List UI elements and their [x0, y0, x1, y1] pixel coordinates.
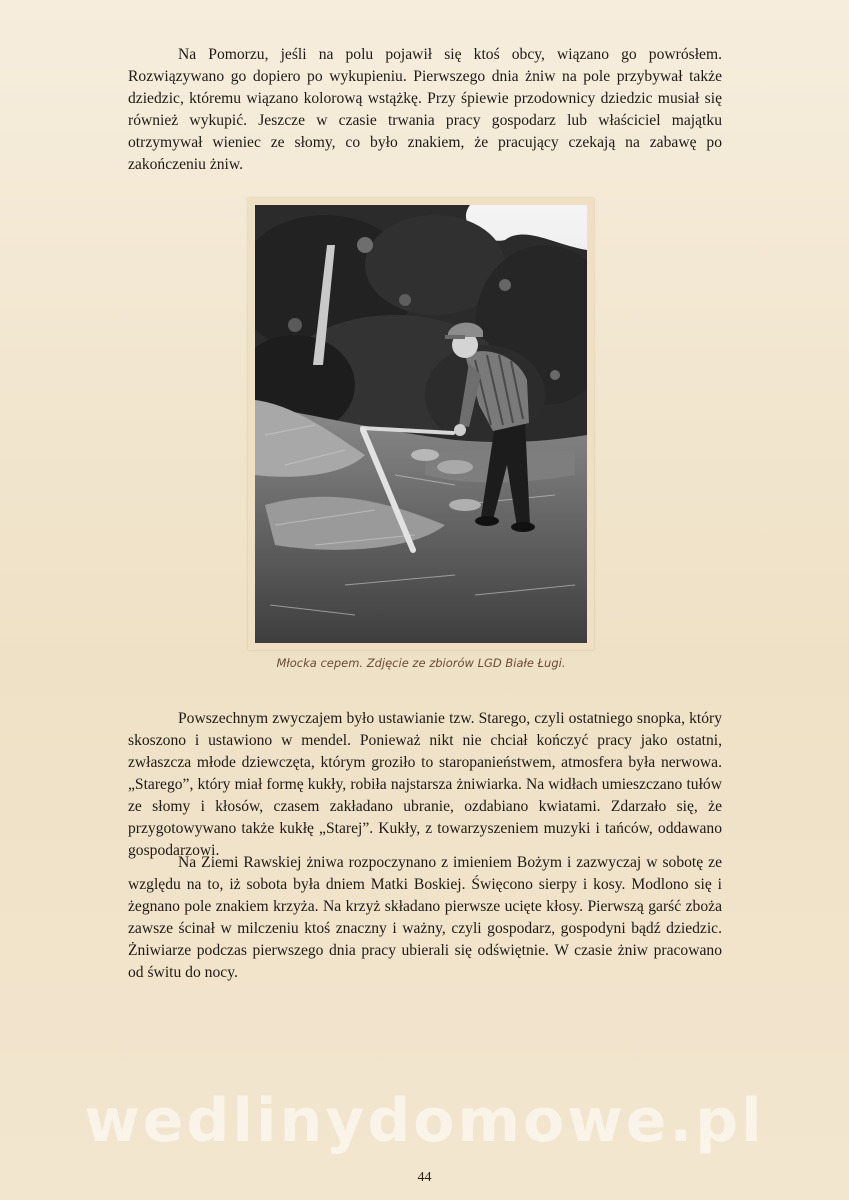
threshing-photo	[255, 205, 587, 643]
page-number: 44	[417, 1170, 432, 1185]
watermark: wedlinydomowe.pl	[84, 1086, 765, 1156]
body-paragraph-3: Na Ziemi Rawskiej żniwa rozpoczynano z imieniem Bożym i zazwyczaj w sobotę ze względu na to, iż sobota była dniem Matki Boskiej. Święcono sierpy i kosy. Modlono się i żegnano pole znakiem krzyża. Na krzyż składano pierwsze ucięte kłosy. Pierwszą garść zboża zawsze ścinał w milczeniu ktoś znaczny i ważny, czyli gospodarz, gospodyni bądź dziedzic. Żniwiarze podczas pierwszego dnia pracy ubierali się odświętnie. W czasie żniw pracowano od świtu do nocy.	[128, 854, 722, 981]
body-paragraph-1: Na Pomorzu, jeśli na polu pojawił się ktoś obcy, wiązano go powrósłem. Rozwiązywano go dopiero po wykupieniu. Pierwszego dnia żniw na pole przybywał także dziedzic, któremu wiązano kolorową wstążkę. Przy śpiewie przodownicy dziedzic musiał się również wykupić. Jeszcze w czasie trwania pracy gospodarz lub właściciel majątku otrzymywał wieniec ze słomy, co było znakiem, że pracujący czekają na zabawę po zakończeniu żniw.	[128, 46, 722, 173]
body-paragraph-2: Powszechnym zwyczajem było ustawianie tzw. Starego, czyli ostatniego snopka, który skoszono i ustawiono w mendel. Ponieważ nikt nie chciał kończyć pracy jako ostatni, zwłaszcza młode dziewczęta, którym groziło to staropanieństwem, atmosfera była nerwowa. „Starego”, który miał formę kukły, robiła najstarsza żniwiarka. Na widłach umieszczano tułów ze słomy i kłosów, czasem zakładano ubranie, ozdabiano kwiatami. Zdarzało się, że przygotowywano także kukłę „Starej”. Kukły, z towarzyszeniem muzyki i tańców, oddawano gospodarzowi.	[128, 710, 722, 859]
photo-frame	[248, 198, 594, 650]
photo-caption: Młocka cepem. Zdjęcie ze zbiorów LGD Białe Ługi.	[276, 656, 566, 670]
